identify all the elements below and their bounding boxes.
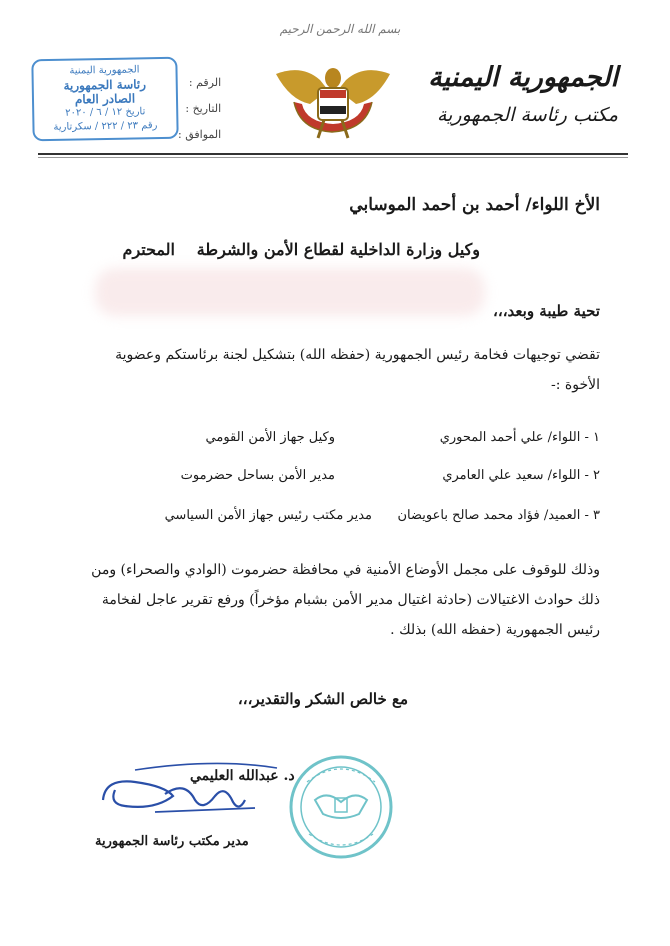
member-3-name [397,508,600,523]
registry-stamp [31,57,178,142]
reference-labels [178,70,221,148]
closing-line: مع خالص الشكر والتقدير،،، [237,690,408,708]
member-3-num: ٣ - [584,508,600,523]
stamp-line5: رقم ٢٣ / ٢٢٢ / سكرتارية [53,120,158,133]
member-2-fullname: اللواء/ سعيد علي العامري [442,468,581,483]
basmala: بسم الله الرحمن الرحيم [279,22,401,36]
stamp-line4: تاريخ ١٢ / ٦ / ٢٠٢٠ [65,106,146,119]
member-3-role: مدير مكتب رئيس جهاز الأمن السياسي [164,508,372,523]
member-2-name [442,468,600,483]
stamp-line3: الصادر العام [74,91,136,107]
member-1-name [440,430,600,445]
handwritten-signature [95,760,285,830]
addressee-name: الأخ اللواء/ أحمد بن أحمد الموسابي [349,195,600,215]
org-name: الجمهورية اليمنية [428,62,618,93]
member-3-fullname: العميد/ فؤاد محمد صالح باعويضان [397,508,581,523]
header-rule [38,153,628,155]
signatory-name: د. عبدالله العليمي [190,768,295,784]
member-2-num: ٢ - [584,468,600,483]
stamp-line1: الجمهورية اليمنية [69,64,140,77]
member-2-role: مدير الأمن بساحل حضرموت [180,468,335,483]
body-paragraph: وذلك للوقوف على مجمل الأوضاع الأمنية في محافظة حضرموت (الوادي والصحراء) ومن ذلك حوادث الاغتيالات (حادثة اغتيال مدير الأمن بشبام مؤخراً) ورفع تقرير عاجل لفخامة رئيس الجمهورية (حفظه الله) بذلك . [91,562,600,638]
ref-label: الرقم : [188,76,222,89]
signatory-title: مدير مكتب رئاسة الجمهورية [95,834,249,849]
header-rule-thin [38,157,628,158]
greeting: تحية طيبة وبعد،،، [493,302,600,320]
honorific: المحترم [122,240,175,259]
redacted-area [95,268,485,316]
official-seal [285,752,397,862]
stamp-line2: رئاسة الجمهورية [63,77,147,93]
intro-paragraph: تقضي توجيهات فخامة رئيس الجمهورية (حفظه الله) بتشكيل لجنة برئاستكم وعضوية الأخوة :- [115,347,600,393]
yemen-eagle-emblem-icon [272,60,394,142]
corresp-label: الموافق : [178,128,222,141]
member-1-fullname: اللواء/ علي أحمد المحوري [439,430,581,445]
member-1-role: وكيل جهاز الأمن القومي [205,430,335,445]
addressee-title: وكيل وزارة الداخلية لقطاع الأمن والشرطة [196,240,480,259]
member-1-num: ١ - [584,430,600,445]
date-label: التاريخ : [185,102,222,115]
org-office: مكتب رئاسة الجمهورية [436,104,618,126]
